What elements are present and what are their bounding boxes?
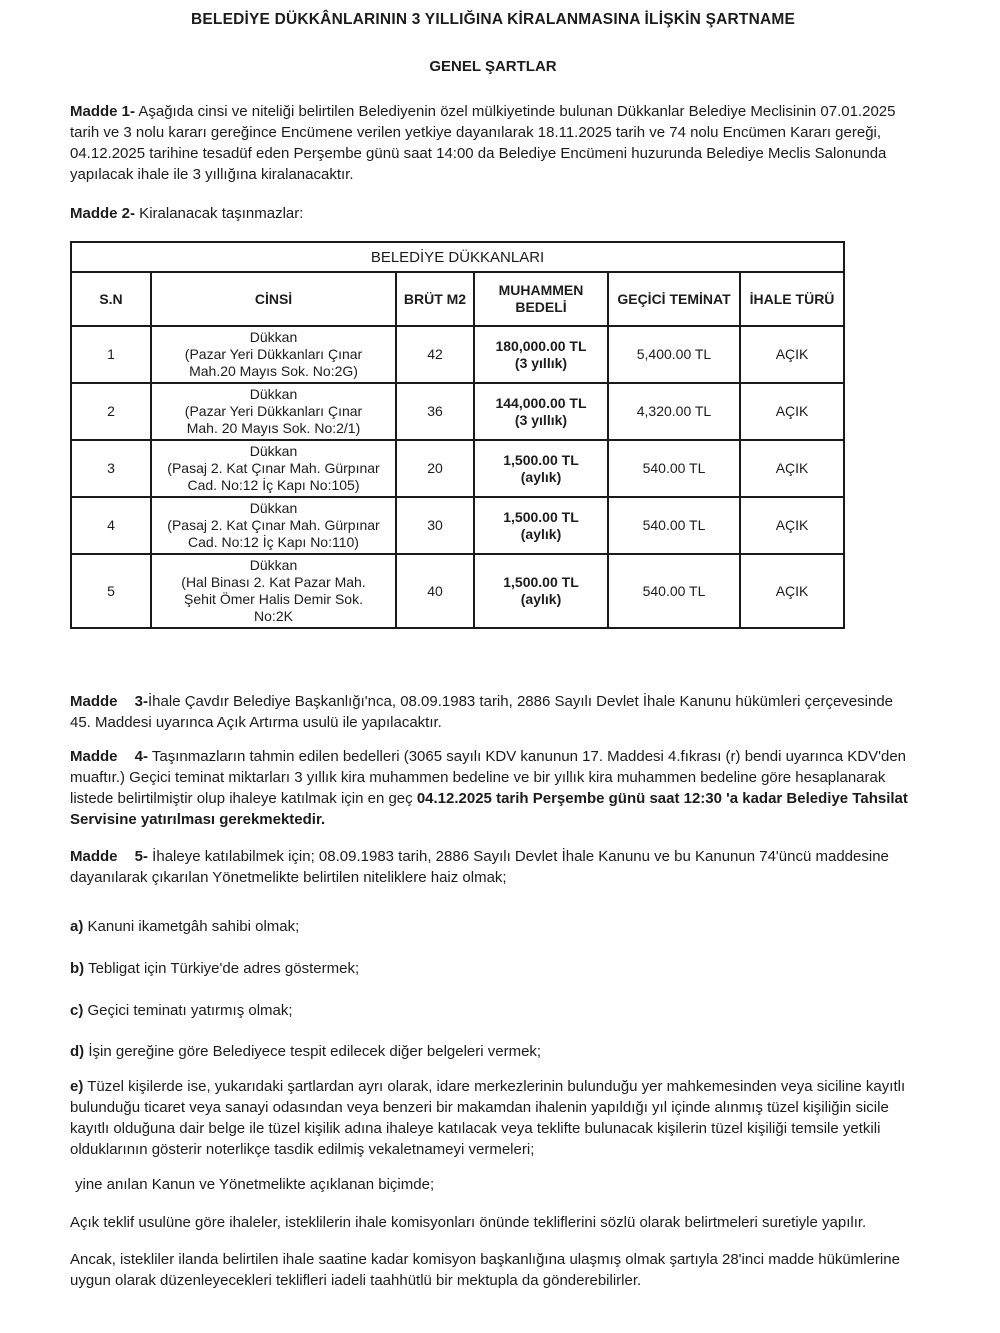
cell-brut-m2: 36 — [396, 383, 474, 440]
condition-text: Tebligat için Türkiye'de adres göstermek; — [84, 960, 360, 977]
closing-paragraph: yine anılan Kanun ve Yönetmelikte açıklanan biçimde; — [75, 1176, 435, 1193]
bedel-line: (3 yıllık) — [514, 411, 568, 428]
article-madde-2-label: Madde 2- — [70, 205, 136, 222]
condition-label: b) — [70, 960, 85, 977]
cell-muhammen-bedeli — [474, 440, 608, 497]
cell-sn: 1 — [71, 326, 151, 383]
table-row — [71, 554, 844, 628]
table-row — [71, 497, 844, 554]
cell-ihale-turu: AÇIK — [740, 383, 844, 440]
cinsi-line: (Pasaj 2. Kat Çınar Mah. Gürpınar — [167, 517, 380, 533]
condition-item-b — [70, 958, 916, 979]
bedel-line: 144,000.00 TL — [495, 394, 587, 411]
cell-sn: 5 — [71, 554, 151, 628]
article-madde-4 — [70, 746, 916, 830]
cell-brut-m2: 40 — [396, 554, 474, 628]
cinsi-line: No:2K — [254, 608, 293, 624]
condition-text: İşin gereğine göre Belediyece tespit edilecek diğer belgeleri vermek; — [84, 1043, 542, 1060]
condition-item-e — [70, 1076, 916, 1160]
cinsi-line: Mah.20 Mayıs Sok. No:2G) — [189, 363, 358, 379]
cinsi-line: (Pazar Yeri Dükkanları Çınar — [184, 346, 363, 362]
cell-cinsi — [151, 326, 396, 383]
condition-item-a — [70, 916, 916, 937]
cell-cinsi — [151, 440, 396, 497]
table-title: BELEDİYE DÜKKANLARI — [71, 242, 844, 272]
article-madde-1-text: Aşağıda cinsi ve niteliği belirtilen Belediyenin özel mülkiyetinde bulunan Dükkanlar Belediye Meclisinin 07.01.2025 tarih ve 3 nolu kararı gereğince Encümene verilen yetkiye dayanılarak 18.11.2025 tarih ve 74 nolu Encümen Kararı gereği, 04.12.2025 tarihine tesadüf eden Perşembe günü saat 14:00 da Belediye Encümeni huzurunda Belediye Meclis Salonunda yapılacak ihale ile 3 yıllığına kiralanacaktır. — [70, 103, 896, 183]
cinsi-line: Dükkan — [249, 386, 298, 402]
cinsi-line: (Pazar Yeri Dükkanları Çınar — [184, 403, 363, 419]
cell-ihale-turu: AÇIK — [740, 554, 844, 628]
bedel-line: (aylık) — [520, 525, 562, 542]
article-madde-2-text: Kiralanacak taşınmazlar: — [135, 205, 304, 222]
cell-sn: 2 — [71, 383, 151, 440]
article-madde-4-text: Taşınmazların tahmin edilen bedelleri (3065 sayılı KDV kanunun 17. Maddesi 4.fıkrası (r) bendi uyarınca KDV'den muaftır.) Geçici teminat miktarları 3 yıllık kira muhammen bedeline ve bir yıllık kira muhammen bedeline göre hesaplanarak listede belirtilmiştir olup ihaleye katılmak için en geç — [70, 748, 907, 807]
condition-text: Tüzel kişilerde ise, yukarıdaki şartlardan ayrı olarak, idare merkezlerinin bulunduğu yer mahkemesinden veya siciline kayıtlı bulunduğu ticaret veya sanayi odasından veya benzeri bir makamdan ihalenin yapıldığı yıl içinde alınmış tüzel kişiliğin sicile kayıtlı olduğuna dair belge ile tüzel kişilik adına ihaleye katılacak veya teklifte bulunacak kişilerin tüzel kişiliği temsile yetkili olduklarının gösterir noterlikçe tasdik edilmiş vekaletnameyi vermeleri; — [70, 1078, 906, 1158]
bedel-line: 1,500.00 TL — [503, 508, 579, 525]
bedel-line: (aylık) — [520, 468, 562, 485]
article-madde-5 — [70, 846, 916, 888]
condition-text: Kanuni ikametgâh sahibi olmak; — [83, 918, 300, 935]
cell-sn: 3 — [71, 440, 151, 497]
article-madde-1-label: Madde 1- — [70, 103, 136, 120]
closing-paragraph: Ancak, istekliler ilanda belirtilen ihale saatine kadar komisyon başkanlığına ulaşmış olmak şartıyla 28'inci madde hükümlerine uygun olarak düzenleyecekleri teklifleri iadeli taahhütlü bir mektupla da gönderebilirler. — [70, 1251, 900, 1289]
cell-cinsi — [151, 554, 396, 628]
cell-muhammen-bedeli — [474, 554, 608, 628]
article-madde-5-text: İhaleye katılabilmek için; 08.09.1983 tarih, 2886 Sayılı Devlet İhale Kanunu ve bu Kanunun 74'üncü maddesine dayanılarak çıkarılan Yönetmelikte belirtilen niteliklere haiz olmak; — [70, 848, 889, 886]
condition-label: a) — [70, 918, 84, 935]
table-row — [71, 383, 844, 440]
bedel-line: 1,500.00 TL — [503, 451, 579, 468]
cinsi-line: Cad. No:12 İç Kapı No:105) — [187, 477, 360, 493]
cell-gecici-teminat: 5,400.00 TL — [608, 326, 740, 383]
cell-brut-m2: 30 — [396, 497, 474, 554]
bedel-line: 1,500.00 TL — [503, 574, 579, 590]
bedel-line: 180,000.00 TL — [495, 337, 587, 354]
cinsi-line: Dükkan — [249, 500, 298, 516]
article-madde-1 — [70, 101, 916, 185]
column-header-gecici-teminat: GEÇİCİ TEMİNAT — [608, 272, 740, 326]
cell-ihale-turu: AÇIK — [740, 497, 844, 554]
column-header-sn: S.N — [71, 272, 151, 326]
cell-ihale-turu: AÇIK — [740, 440, 844, 497]
section-title-genel-sartlar: GENEL ŞARTLAR — [429, 58, 557, 75]
article-madde-2 — [70, 203, 916, 224]
cinsi-line: Dükkan — [249, 557, 298, 573]
article-madde-4-text-bold: 04.12.2025 tarih Perşembe günü saat 12:30 'a kadar Belediye Tahsilat Servisine yatırılması gerekmektedir. — [70, 790, 908, 828]
cell-gecici-teminat: 540.00 TL — [608, 440, 740, 497]
column-header-ihale-turu: İHALE TÜRÜ — [740, 272, 844, 326]
cinsi-line: Şehit Ömer Halis Demir Sok. — [184, 591, 363, 607]
cell-sn: 4 — [71, 497, 151, 554]
condition-label: d) — [70, 1043, 85, 1060]
column-header-cinsi: CİNSİ — [151, 272, 396, 326]
cell-muhammen-bedeli — [474, 326, 608, 383]
condition-item-d — [70, 1041, 916, 1062]
column-header-brut-m2: BRÜT M2 — [396, 272, 474, 326]
cell-ihale-turu: AÇIK — [740, 326, 844, 383]
cell-gecici-teminat: 4,320.00 TL — [608, 383, 740, 440]
cell-cinsi — [151, 383, 396, 440]
table-row — [71, 440, 844, 497]
cinsi-line: (Hal Binası 2. Kat Pazar Mah. — [181, 574, 366, 590]
condition-label: e) — [70, 1078, 84, 1095]
condition-item-c — [70, 1000, 916, 1021]
condition-label: c) — [70, 1002, 84, 1019]
cinsi-line: Mah. 20 Mayıs Sok. No:2/1) — [186, 420, 361, 436]
table-title-row — [71, 242, 844, 272]
cinsi-line: Dükkan — [249, 329, 298, 345]
article-madde-4-label: Madde 4- — [70, 748, 149, 765]
table-header-row — [71, 272, 844, 326]
bedel-line: (3 yıllık) — [514, 354, 568, 371]
column-header-muhammen-bedeli: MUHAMMEN BEDELİ — [474, 272, 608, 326]
bedel-line: (aylık) — [520, 591, 562, 607]
cell-brut-m2: 20 — [396, 440, 474, 497]
cinsi-line: Cad. No:12 İç Kapı No:110) — [188, 534, 359, 550]
cell-brut-m2: 42 — [396, 326, 474, 383]
article-madde-3-text: İhale Çavdır Belediye Başkanlığı'nca, 08.09.1983 tarih, 2886 Sayılı Devlet İhale Kanunu hükümleri çerçevesinde 45. Maddesi uyarınca Açık Artırma usulü ile yapılacaktır. — [70, 693, 893, 731]
properties-table — [70, 241, 845, 629]
document-title: BELEDİYE DÜKKÂNLARININ 3 YILLIĞINA KİRALANMASINA İLİŞKİN ŞARTNAME — [190, 11, 796, 28]
condition-text: Geçici teminatı yatırmış olmak; — [83, 1002, 293, 1019]
cell-muhammen-bedeli — [474, 383, 608, 440]
cell-muhammen-bedeli — [474, 497, 608, 554]
cinsi-line: Dükkan — [249, 443, 298, 459]
cell-cinsi — [151, 497, 396, 554]
cell-gecici-teminat: 540.00 TL — [608, 554, 740, 628]
cinsi-line: (Pasaj 2. Kat Çınar Mah. Gürpınar — [167, 460, 380, 476]
article-madde-5-label: Madde 5- — [70, 848, 149, 865]
article-madde-3 — [70, 691, 916, 733]
cell-gecici-teminat: 540.00 TL — [608, 497, 740, 554]
table-row — [71, 326, 844, 383]
closing-paragraph: Açık teklif usulüne göre ihaleler, isteklilerin ihale komisyonları önünde tekliflerini sözlü olarak belirtmeleri suretiyle yapılır. — [70, 1214, 867, 1231]
article-madde-3-label: Madde 3- — [70, 693, 149, 710]
